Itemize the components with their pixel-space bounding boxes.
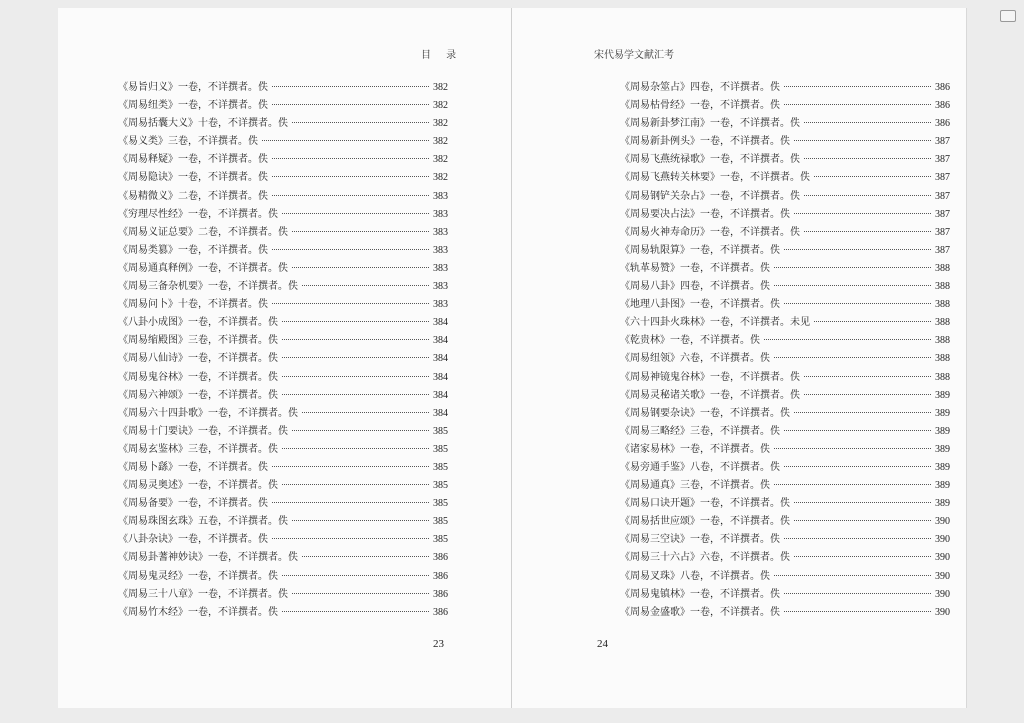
toc-entry-title: 《周易括囊大义》十卷，不详撰者。佚 — [118, 118, 288, 130]
toc-entry-title: 《周易火神寿命历》一卷，不详撰者。佚 — [620, 226, 800, 238]
dot-leader — [292, 593, 429, 594]
dot-leader — [282, 376, 429, 377]
toc-entry — [620, 441, 950, 459]
page-number: 23 — [433, 638, 444, 650]
toc-entry-title: 《周易六神颂》一卷，不详撰者。佚 — [118, 389, 278, 401]
toc-entry-page: 385 — [433, 534, 448, 546]
toc-entry-title: 《地理八卦图》一卷，不详撰者。佚 — [620, 299, 780, 311]
toc-entry-page: 386 — [433, 552, 448, 564]
toc-entry — [118, 350, 448, 368]
toc-entry — [620, 296, 950, 314]
toc-entry-title: 《周易十门要诀》一卷，不详撰者。佚 — [118, 425, 288, 437]
toc-entry — [620, 531, 950, 549]
toc-entry-title: 《周易三空诀》一卷，不详撰者。佚 — [620, 534, 780, 546]
toc-entry-page: 387 — [935, 136, 950, 148]
toc-entry-title: 《周易飞燕转关林要》一卷，不详撰者。佚 — [620, 172, 810, 184]
toc-entry-title: 《易旁通手鉴》八卷，不详撰者。佚 — [620, 461, 780, 473]
toc-entry — [620, 350, 950, 368]
dot-leader — [804, 122, 931, 123]
dot-leader — [794, 502, 931, 503]
dot-leader — [282, 213, 429, 214]
toc-entry — [620, 495, 950, 513]
toc-entry-title: 《周易缩殿图》三卷，不详撰者。佚 — [118, 335, 278, 347]
toc-entry — [620, 242, 950, 260]
dot-leader — [814, 176, 931, 177]
dot-leader — [272, 158, 429, 159]
running-head: 目 录 — [421, 50, 463, 61]
toc-entry-page: 387 — [935, 190, 950, 202]
toc-entry — [118, 423, 448, 441]
toc-entry-title: 《周易卦蓍神妙诀》一卷，不详撰者。佚 — [118, 552, 298, 564]
toc-entry-title: 《周易类篡》一卷，不详撰者。佚 — [118, 244, 268, 256]
toc-entry-title: 《周易通真释例》一卷，不详撰者。佚 — [118, 262, 288, 274]
toc-entry-title: 《周易叉珠》八卷，不详撰者。佚 — [620, 570, 770, 582]
toc-entry-page: 385 — [433, 425, 448, 437]
toc-entry-title: 《周易飞燕统禄歌》一卷，不详撰者。佚 — [620, 154, 800, 166]
dot-leader — [272, 104, 429, 105]
toc-entry — [620, 405, 950, 423]
dot-leader — [302, 412, 429, 413]
toc-entry-title: 《周易口诀开题》一卷，不详撰者。佚 — [620, 498, 790, 510]
toc-entry — [620, 423, 950, 441]
dot-leader — [804, 376, 931, 377]
dot-leader — [764, 339, 931, 340]
toc-entry-title: 《穷理尽性经》一卷，不详撰者。佚 — [118, 208, 278, 220]
toc-entry-page: 389 — [935, 407, 950, 419]
toc-entry-title: 《周易问卜》十卷，不详撰者。佚 — [118, 299, 268, 311]
toc-entry-title: 《周易灵奥述》一卷，不详撰者。佚 — [118, 480, 278, 492]
toc-entry-title: 《周易纽领》六卷，不详撰者。佚 — [620, 353, 770, 365]
toc-entry-page: 386 — [935, 100, 950, 112]
dot-leader — [774, 267, 931, 268]
toc-entry-page: 383 — [433, 244, 448, 256]
book-spread — [58, 8, 967, 708]
toc-entry — [620, 79, 950, 97]
toc-entry-title: 《周易神镜鬼谷林》一卷，不详撰者。佚 — [620, 371, 800, 383]
toc-entry-title: 《轨革易赞》一卷，不详撰者。佚 — [620, 262, 770, 274]
toc-entry-page: 384 — [433, 335, 448, 347]
toc-entry-title: 《周易玄鉴林》三卷，不详撰者。佚 — [118, 443, 278, 455]
toc-entry-page: 383 — [433, 299, 448, 311]
dot-leader — [804, 195, 931, 196]
toc-entry-title: 《周易括世应颂》一卷，不详撰者。佚 — [620, 516, 790, 528]
dot-leader — [272, 303, 429, 304]
toc-entry — [620, 332, 950, 350]
toc-entry-title: 《周易三十六占》六卷，不详撰者。佚 — [620, 552, 790, 564]
toc-entry-page: 384 — [433, 371, 448, 383]
dot-leader — [282, 448, 429, 449]
toc-entry-title: 《周易轨限算》一卷，不详撰者。佚 — [620, 244, 780, 256]
dot-leader — [272, 86, 429, 87]
toc-entry-page: 388 — [935, 281, 950, 293]
toc-entry-page: 388 — [935, 299, 950, 311]
toc-entry-title: 《八卦小成图》一卷，不详撰者。佚 — [118, 317, 278, 329]
toc-entry — [620, 586, 950, 604]
toc-entry-page: 385 — [433, 516, 448, 528]
toc-entry — [620, 369, 950, 387]
dot-leader — [784, 430, 931, 431]
toc-entry — [118, 441, 448, 459]
toc-entry-page: 386 — [935, 118, 950, 130]
toc-entry — [118, 188, 448, 206]
left-page — [58, 8, 512, 708]
scan-edge-mark — [1000, 10, 1016, 22]
toc-entry-page: 390 — [935, 570, 950, 582]
toc-entry-page: 389 — [935, 498, 950, 510]
toc-entry — [620, 459, 950, 477]
toc-entry-title: 《易旨归义》一卷，不详撰者。佚 — [118, 82, 268, 93]
toc-entry-page: 384 — [433, 353, 448, 365]
toc-entry-title: 《周易八卦》四卷，不详撰者。佚 — [620, 281, 770, 293]
toc-entry — [620, 188, 950, 206]
toc-entry — [118, 242, 448, 260]
toc-entry — [118, 206, 448, 224]
toc-entry — [620, 314, 950, 332]
toc-entry-title: 《周易卜繇》一卷，不详撰者。佚 — [118, 461, 268, 473]
toc-entry-page: 382 — [433, 82, 448, 93]
toc-entry — [118, 115, 448, 133]
dot-leader — [272, 538, 429, 539]
toc-entry — [118, 278, 448, 296]
toc-entry-title: 《周易鬼镇林》一卷，不详撰者。佚 — [620, 588, 780, 600]
dot-leader — [784, 249, 931, 250]
toc-entry — [118, 405, 448, 423]
dot-leader — [794, 556, 931, 557]
toc-entry-page: 389 — [935, 480, 950, 492]
toc-entry — [118, 79, 448, 97]
toc-entry-title: 《八卦杂诀》一卷，不详撰者。佚 — [118, 534, 268, 546]
toc-entry-page: 386 — [935, 82, 950, 93]
dot-leader — [272, 176, 429, 177]
toc-entry — [620, 549, 950, 567]
toc-entry-title: 《周易通真》三卷，不详撰者。佚 — [620, 480, 770, 492]
toc-entry-page: 389 — [935, 425, 950, 437]
dot-leader — [282, 575, 429, 576]
toc-entry — [620, 568, 950, 586]
toc-entry-title: 《周易隐诀》一卷，不详撰者。佚 — [118, 172, 268, 184]
toc-entry-page: 387 — [935, 208, 950, 220]
toc-entry-page: 389 — [935, 389, 950, 401]
toc-entry — [118, 568, 448, 586]
dot-leader — [282, 611, 429, 612]
dot-leader — [784, 86, 931, 87]
toc-entry-page: 383 — [433, 226, 448, 238]
dot-leader — [282, 394, 429, 395]
toc-entry-page: 383 — [433, 281, 448, 293]
toc-entry — [620, 513, 950, 531]
dot-leader — [292, 520, 429, 521]
toc-entry-title: 《周易释疑》一卷，不详撰者。佚 — [118, 154, 268, 166]
dot-leader — [784, 593, 931, 594]
dot-leader — [774, 484, 931, 485]
toc-entry — [620, 115, 950, 133]
toc-entry — [118, 531, 448, 549]
toc-entry-page: 388 — [935, 335, 950, 347]
dot-leader — [784, 611, 931, 612]
dot-leader — [272, 502, 429, 503]
dot-leader — [282, 321, 429, 322]
toc-entry — [118, 459, 448, 477]
toc-entry-title: 《诸家易林》一卷，不详撰者。佚 — [620, 443, 770, 455]
dot-leader — [784, 466, 931, 467]
toc-entry-page: 382 — [433, 136, 448, 148]
dot-leader — [302, 285, 429, 286]
toc-entry-title: 《周易八仙诗》一卷，不详撰者。佚 — [118, 353, 278, 365]
toc-entry — [118, 495, 448, 513]
dot-leader — [292, 231, 429, 232]
toc-entry-page: 382 — [433, 172, 448, 184]
toc-entry — [620, 477, 950, 495]
toc-entry-page: 382 — [433, 100, 448, 112]
toc-entry — [118, 513, 448, 531]
toc-entry-page: 389 — [935, 461, 950, 473]
toc-entry-title: 《周易三备杂机要》一卷，不详撰者。佚 — [118, 281, 298, 293]
toc-entry-page: 385 — [433, 498, 448, 510]
dot-leader — [282, 339, 429, 340]
toc-entry-title: 《周易纽类》一卷，不详撰者。佚 — [118, 100, 268, 112]
dot-leader — [804, 394, 931, 395]
toc-entry — [118, 369, 448, 387]
toc-entry-title: 《周易钢铲关杂占》一卷，不详撰者。佚 — [620, 190, 800, 202]
right-page — [512, 8, 966, 708]
dot-leader — [814, 321, 931, 322]
toc-entry-page: 390 — [935, 516, 950, 528]
toc-entry — [118, 151, 448, 169]
toc-entry — [118, 477, 448, 495]
toc-entry-title: 《周易珠图玄珠》五卷，不详撰者。佚 — [118, 516, 288, 528]
dot-leader — [774, 448, 931, 449]
dot-leader — [292, 267, 429, 268]
toc-entry-page: 386 — [433, 570, 448, 582]
toc-entry — [118, 332, 448, 350]
toc-entry — [620, 169, 950, 187]
toc-entry-page: 384 — [433, 389, 448, 401]
toc-entry — [620, 206, 950, 224]
toc-entry-page: 390 — [935, 588, 950, 600]
dot-leader — [784, 303, 931, 304]
toc-entry-page: 384 — [433, 317, 448, 329]
toc-list — [620, 79, 950, 622]
toc-entry-page: 383 — [433, 262, 448, 274]
dot-leader — [282, 484, 429, 485]
toc-entry-page: 387 — [935, 172, 950, 184]
dot-leader — [302, 556, 429, 557]
toc-entry-page: 387 — [935, 154, 950, 166]
toc-entry — [620, 604, 950, 622]
toc-entry-title: 《周易枯骨经》一卷，不详撰者。佚 — [620, 100, 780, 112]
toc-entry-title: 《周易金盛歌》一卷，不详撰者。佚 — [620, 606, 780, 618]
dot-leader — [262, 140, 429, 141]
toc-entry-page: 390 — [935, 552, 950, 564]
toc-entry — [620, 224, 950, 242]
toc-entry-page: 388 — [935, 353, 950, 365]
toc-entry-title: 《乾贵林》一卷，不详撰者。佚 — [620, 335, 760, 347]
toc-entry-page: 384 — [433, 407, 448, 419]
toc-entry-title: 《周易杂筮占》四卷，不详撰者。佚 — [620, 82, 780, 93]
toc-entry — [118, 586, 448, 604]
dot-leader — [292, 430, 429, 431]
toc-entry — [118, 224, 448, 242]
toc-entry-title: 《周易灵秘诸关歌》一卷，不详撰者。佚 — [620, 389, 800, 401]
toc-entry — [620, 387, 950, 405]
toc-entry-title: 《易精微义》二卷，不详撰者。佚 — [118, 190, 268, 202]
toc-entry-page: 387 — [935, 226, 950, 238]
toc-entry-title: 《周易鬼灵经》一卷，不详撰者。佚 — [118, 570, 278, 582]
toc-entry-title: 《周易新卦例头》一卷，不详撰者。佚 — [620, 136, 790, 148]
toc-entry-page: 390 — [935, 606, 950, 618]
toc-entry-page: 383 — [433, 208, 448, 220]
dot-leader — [794, 520, 931, 521]
toc-entry-title: 《周易新卦梦江南》一卷，不详撰者。佚 — [620, 118, 800, 130]
toc-entry — [620, 133, 950, 151]
toc-entry — [118, 387, 448, 405]
dot-leader — [794, 213, 931, 214]
running-head: 宋代易学文献汇考 — [594, 50, 674, 61]
page-number: 24 — [597, 638, 608, 650]
toc-entry-page: 390 — [935, 534, 950, 546]
toc-entry-title: 《周易竹木经》一卷，不详撰者。佚 — [118, 606, 278, 618]
toc-entry — [620, 97, 950, 115]
toc-entry-page: 385 — [433, 480, 448, 492]
toc-entry-title: 《易义类》三卷，不详撰者。佚 — [118, 136, 258, 148]
dot-leader — [804, 158, 931, 159]
toc-entry-page: 382 — [433, 118, 448, 130]
toc-entry-page: 389 — [935, 443, 950, 455]
toc-entry-page: 388 — [935, 262, 950, 274]
toc-entry-page: 388 — [935, 317, 950, 329]
dot-leader — [282, 357, 429, 358]
dot-leader — [794, 140, 931, 141]
toc-entry-title: 《周易要决占法》一卷，不详撰者。佚 — [620, 208, 790, 220]
toc-entry — [118, 260, 448, 278]
toc-entry — [118, 314, 448, 332]
toc-entry-title: 《周易三略经》三卷，不详撰者。佚 — [620, 425, 780, 437]
toc-entry — [118, 604, 448, 622]
toc-entry — [620, 278, 950, 296]
dot-leader — [272, 195, 429, 196]
toc-entry — [118, 296, 448, 314]
toc-list — [118, 79, 448, 622]
toc-entry-title: 《周易六十四卦歌》一卷，不详撰者。佚 — [118, 407, 298, 419]
dot-leader — [774, 357, 931, 358]
toc-entry — [118, 133, 448, 151]
toc-entry-page: 388 — [935, 371, 950, 383]
dot-leader — [292, 122, 429, 123]
toc-entry-title: 《六十四卦火珠林》一卷，不详撰者。未见 — [620, 317, 810, 329]
dot-leader — [774, 285, 931, 286]
toc-entry — [118, 97, 448, 115]
dot-leader — [774, 575, 931, 576]
dot-leader — [794, 412, 931, 413]
toc-entry-page: 382 — [433, 154, 448, 166]
dot-leader — [804, 231, 931, 232]
toc-entry-title: 《周易鬼谷林》一卷，不详撰者。佚 — [118, 371, 278, 383]
toc-entry-title: 《周易义证总要》二卷，不详撰者。佚 — [118, 226, 288, 238]
toc-entry-page: 385 — [433, 461, 448, 473]
toc-entry-page: 387 — [935, 244, 950, 256]
dot-leader — [272, 466, 429, 467]
toc-entry — [620, 260, 950, 278]
dot-leader — [784, 104, 931, 105]
toc-entry-page: 386 — [433, 588, 448, 600]
toc-entry-title: 《周易钢要杂诀》一卷，不详撰者。佚 — [620, 407, 790, 419]
dot-leader — [784, 538, 931, 539]
toc-entry — [118, 169, 448, 187]
toc-entry — [118, 549, 448, 567]
toc-entry-page: 385 — [433, 443, 448, 455]
toc-entry-title: 《周易备要》一卷，不详撰者。佚 — [118, 498, 268, 510]
toc-entry-page: 386 — [433, 606, 448, 618]
toc-entry-page: 383 — [433, 190, 448, 202]
toc-entry — [620, 151, 950, 169]
toc-entry-title: 《周易三十八章》一卷，不详撰者。佚 — [118, 588, 288, 600]
dot-leader — [272, 249, 429, 250]
